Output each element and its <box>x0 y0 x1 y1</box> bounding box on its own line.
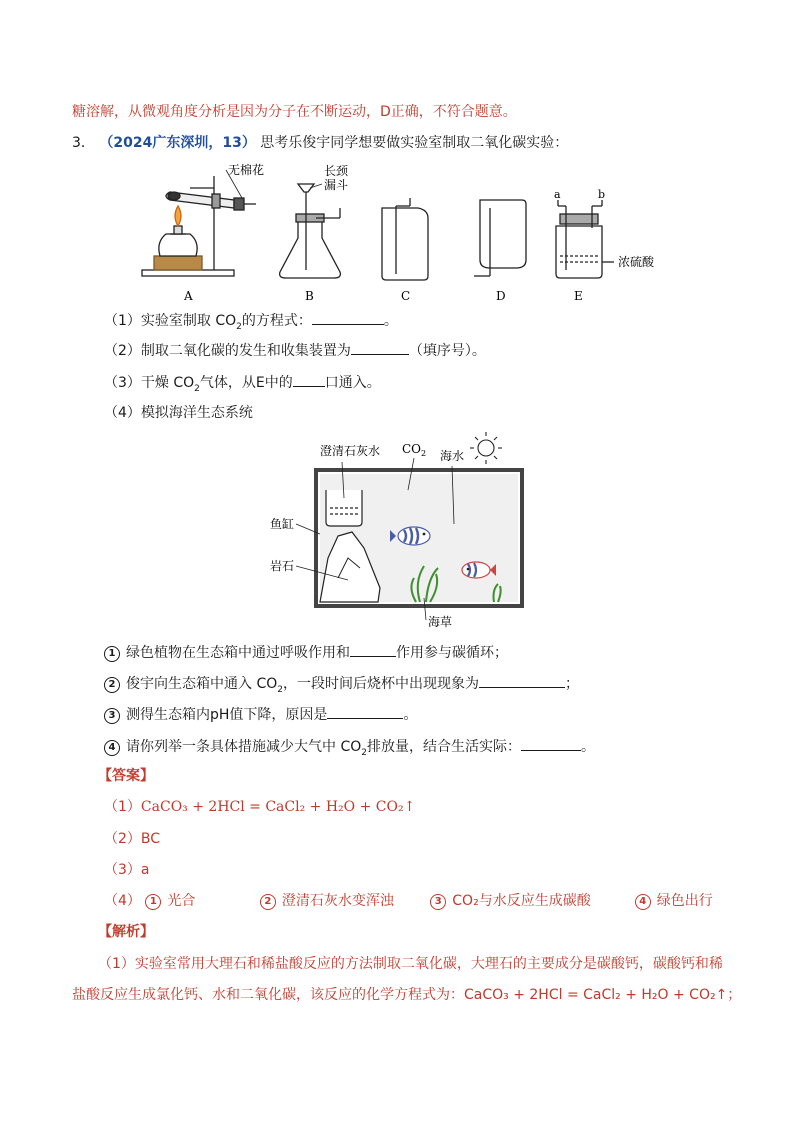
answer-3: （3）a <box>104 862 150 878</box>
subquestion-4: （4）模拟海洋生态系统 <box>104 405 253 421</box>
apparatus-d <box>474 200 526 276</box>
label-d: D <box>496 289 506 303</box>
analysis-paragraph-1-line-1: （1）实验室常用大理石和稀盐酸反应的方法制取二氧化碳，大理石的主要成分是碳酸钙，碳酸钙和稀 <box>98 956 723 972</box>
answer-blank[interactable] <box>351 340 409 355</box>
ecosystem-question-4: 4 请你列举一条具体措施减少大气中 $CO_2$排放量，结合生活实际： 。 <box>104 736 595 763</box>
analysis-heading: 【解析】 <box>98 924 154 940</box>
label-limewater: 澄清石灰水 <box>320 444 381 458</box>
answer-blank[interactable] <box>327 704 403 719</box>
apparatus-c <box>382 198 428 280</box>
ecosystem-question-3: 3 测得生态箱内pH值下降，原因是 。 <box>104 704 417 725</box>
label-port-a: a <box>554 188 561 201</box>
label-cotton: 无棉花 <box>228 163 265 177</box>
label-tank: 鱼缸 <box>270 517 295 531</box>
ecosystem-figure <box>268 428 532 634</box>
ecosystem-question-2: 2 俊宇向生态箱中通入 $CO_2$，一段时间后烧杯中出现现象为 ； <box>104 673 579 700</box>
apparatus-e <box>556 200 614 278</box>
label-seaweed: 海草 <box>428 615 453 629</box>
subquestion-1: （1）实验室制取 $CO_2$的方程式： 。 <box>104 310 398 337</box>
label-co2: $CO_2$ <box>402 442 427 458</box>
label-a: A <box>184 289 193 303</box>
label-seawater: 海水 <box>440 449 465 463</box>
label-funnel-line1: 长颈 <box>324 164 349 178</box>
subquestion-3: （3）干燥 $CO_2$气体，从E中的 口通入。 <box>104 372 381 399</box>
label-sulfuric-acid: 浓硫酸 <box>618 255 655 269</box>
question-number: 3． <box>72 135 95 151</box>
answer-1: （1）CaCO₃ + 2HCl = CaCl₂ + H₂O + CO₂↑ <box>104 799 416 815</box>
question-text: 思考乐俊宇同学想要做实验室制取二氧化碳实验： <box>260 135 569 151</box>
answer-blank[interactable] <box>312 310 384 325</box>
sun-icon <box>470 432 502 464</box>
label-port-b: b <box>598 188 606 201</box>
answer-2: （2）BC <box>104 831 161 847</box>
answer-blank[interactable] <box>521 736 581 751</box>
ecosystem-question-1: 1 绿色植物在生态箱中通过呼吸作用和 作用参与碳循环； <box>104 642 508 663</box>
label-rock: 岩石 <box>270 559 295 573</box>
label-funnel-line2: 漏斗 <box>324 178 349 192</box>
label-e: E <box>574 289 583 303</box>
answer-4: （4） 1 光合 2 澄清石灰水变浑浊 3 CO₂与水反应生成碳酸 4 绿色出行 <box>104 893 713 909</box>
question-stem <box>72 133 568 153</box>
label-b: B <box>305 289 314 303</box>
question-source: （2024广东深圳，13） <box>99 135 256 151</box>
apparatus-a <box>142 176 256 276</box>
previous-answer-tail: 糖溶解，从微观角度分析是因为分子在不断运动，D正确，不符合题意。 <box>72 104 517 120</box>
apparatus-b <box>280 184 341 278</box>
subquestion-2: （2）制取二氧化碳的发生和收集装置为 （填序号）。 <box>104 340 486 361</box>
answer-blank[interactable] <box>479 673 565 688</box>
answer-heading: 【答案】 <box>98 768 154 784</box>
answer-blank[interactable] <box>293 372 325 387</box>
apparatus-figure <box>130 158 670 308</box>
analysis-paragraph-1-line-2: 盐酸反应生成氯化钙、水和二氧化碳，该反应的化学方程式为：CaCO₃ + 2HCl = CaCl₂ + H₂O + CO₂↑； <box>72 987 742 1003</box>
label-c: C <box>401 289 411 303</box>
answer-blank[interactable] <box>350 642 396 657</box>
